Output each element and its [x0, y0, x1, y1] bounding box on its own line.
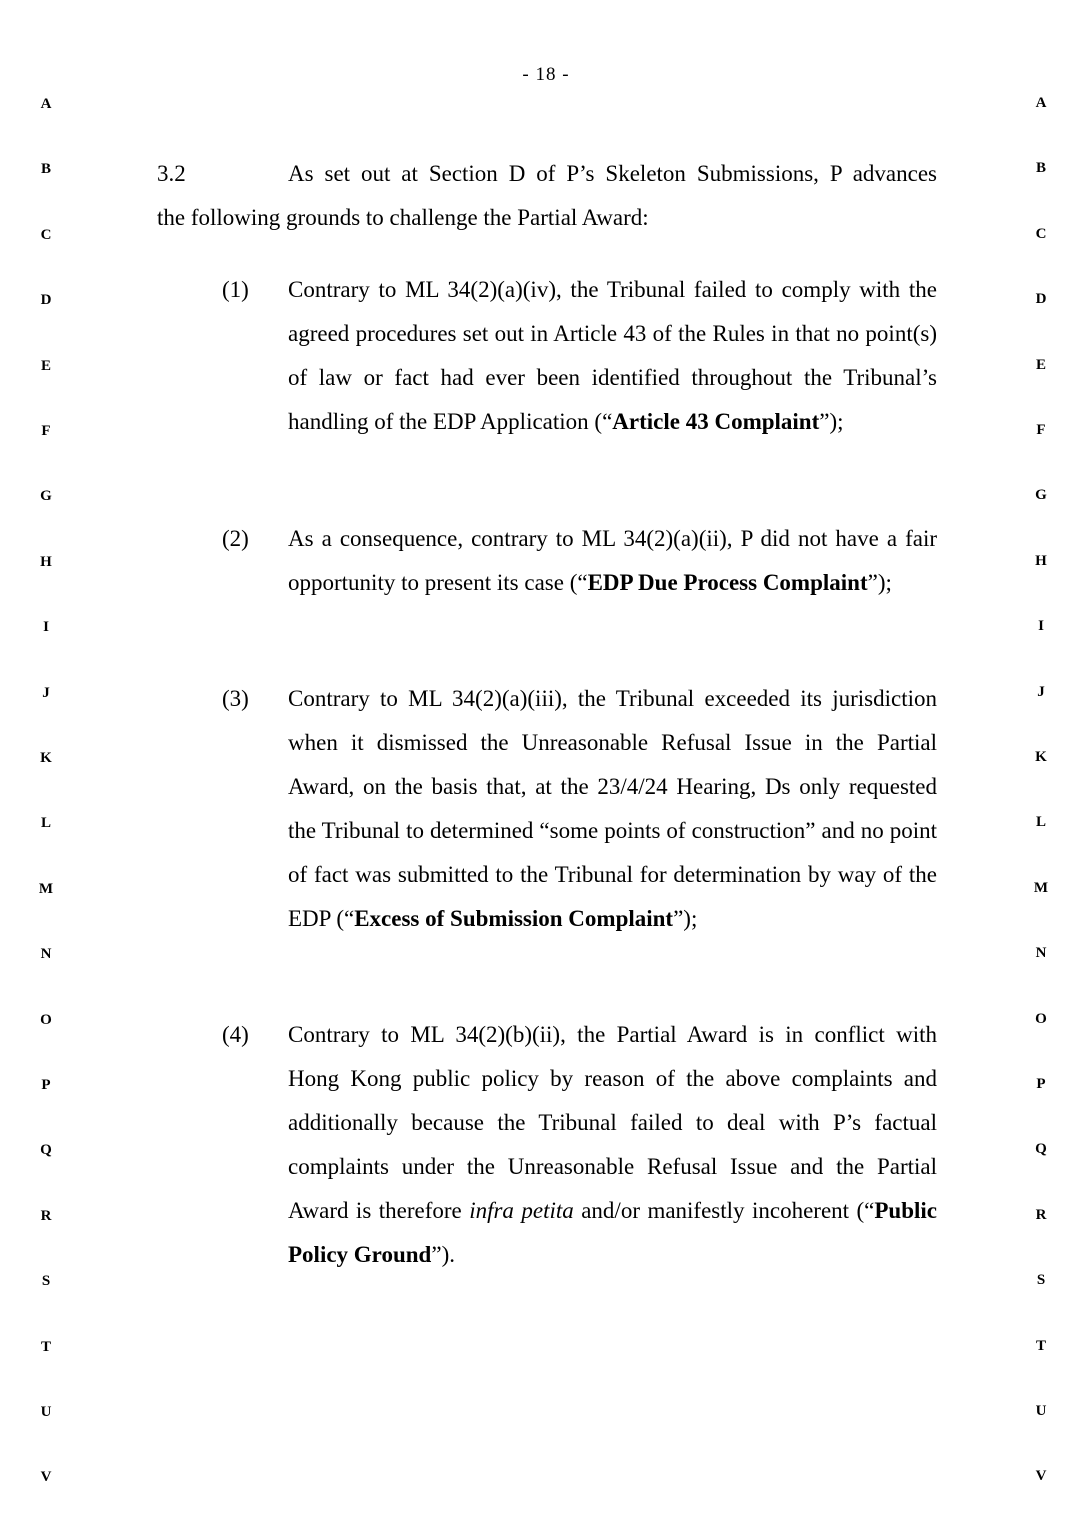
- margin-letter-left: R: [40, 1207, 52, 1224]
- margin-letter-right: H: [1035, 552, 1047, 569]
- margin-letter-right: O: [1035, 1010, 1047, 1027]
- margin-letter-left: S: [41, 1273, 51, 1290]
- margin-letter-right: L: [1035, 814, 1046, 831]
- margin-letter-right: A: [1035, 95, 1047, 111]
- margin-letter-left: N: [40, 946, 52, 963]
- margin-letter-left: P: [41, 1077, 51, 1093]
- margin-letter-right: B: [1035, 160, 1046, 177]
- margin-letter-left: T: [40, 1338, 51, 1355]
- margin-letter-right: J: [1037, 683, 1045, 700]
- ground-number: (1): [222, 277, 249, 302]
- margin-letter-right: P: [1036, 1076, 1046, 1092]
- ground-text: Contrary to ML 34(2)(a)(iv), the Tribunal failed to comply with the agreed procedures set out in Article 43 of the Rules in that no point(s) of law or fact had ever been identified throughout the Tribunal’s handling of the EDP Application (“Article 43 Complaint”);: [288, 277, 937, 434]
- margin-letter-right: R: [1035, 1206, 1047, 1223]
- defined-term: EDP Due Process Complaint: [587, 570, 868, 595]
- latin-term: infra petita: [469, 1198, 574, 1223]
- margin-letter-left: U: [40, 1404, 52, 1420]
- defined-term: Excess of Submission Complaint: [354, 906, 674, 931]
- margin-letter-left: G: [40, 488, 52, 505]
- margin-letter-left: A: [40, 96, 52, 112]
- paragraph-number: 3.2: [157, 161, 186, 186]
- paragraph-line-1: As set out at Section D of P’s Skeleton Submissions, P advances: [288, 161, 937, 186]
- defined-term: Public Policy Ground: [288, 1198, 937, 1267]
- ground-text: Contrary to ML 34(2)(a)(iii), the Tribunal exceeded its jurisdiction when it dismissed the Unreasonable Refusal Issue in the Partial Award, on the basis that, at the 23/4/24 Hearing, Ds only requested the Tribunal to determined “some points of construction” and no point of fact was submitted to the Tribunal for determination by way of the EDP (“Excess of Submission Complaint”);: [288, 686, 937, 931]
- margin-letter-right: K: [1035, 749, 1047, 765]
- ground-3: [222, 677, 937, 941]
- margin-letter-left: V: [40, 1469, 52, 1486]
- margin-letter-left: L: [40, 815, 51, 832]
- ground-number: (4): [222, 1022, 249, 1047]
- ground-text: Contrary to ML 34(2)(b)(ii), the Partial Award is in conflict with Hong Kong public policy by reason of the above complaints and additionally because the Tribunal failed to deal with P’s factual complaints under the Unreasonable Refusal Issue and the Partial Award is therefore infra petita and/or manifestly incoherent (“Public Policy Ground”).: [288, 1022, 937, 1267]
- margin-letter-left: F: [41, 423, 51, 439]
- margin-letter-right: I: [1038, 618, 1044, 635]
- margin-letter-right: V: [1035, 1468, 1047, 1485]
- margin-letter-left: C: [40, 226, 52, 243]
- margin-letter-left: Q: [40, 1142, 52, 1159]
- margin-letter-right: E: [1035, 356, 1046, 373]
- margin-letter-left: O: [40, 1011, 52, 1028]
- margin-letter-left: E: [40, 357, 51, 374]
- paragraph-line-2: the following grounds to challenge the Partial Award:: [157, 205, 649, 230]
- margin-letter-right: D: [1035, 291, 1047, 308]
- ground-text: As a consequence, contrary to ML 34(2)(a)(ii), P did not have a fair opportunity to present its case (“EDP Due Process Complaint”);: [288, 526, 937, 595]
- margin-letter-right: G: [1035, 487, 1047, 504]
- margin-letter-left: I: [43, 619, 49, 636]
- margin-letter-right: N: [1035, 945, 1047, 962]
- margin-letter-left: H: [40, 553, 52, 570]
- margin-letter-left: M: [38, 880, 54, 897]
- ground-2: [222, 517, 937, 605]
- ground-number: (2): [222, 526, 249, 551]
- margin-letter-right: M: [1033, 879, 1049, 896]
- page-number: - 18 -: [522, 64, 570, 85]
- margin-letter-right: Q: [1035, 1141, 1047, 1158]
- margin-letter-left: D: [40, 292, 52, 309]
- defined-term: Article 43 Complaint: [612, 409, 820, 434]
- margin-letter-left: K: [40, 750, 52, 766]
- margin-letter-right: S: [1036, 1272, 1046, 1289]
- ground-number: (3): [222, 686, 249, 711]
- margin-letter-right: U: [1035, 1403, 1047, 1419]
- margin-letter-right: T: [1035, 1337, 1046, 1354]
- margin-letter-right: F: [1036, 422, 1046, 438]
- margin-letter-right: C: [1035, 225, 1047, 242]
- margin-letter-left: B: [40, 161, 51, 178]
- margin-letter-left: J: [42, 684, 50, 701]
- ground-4: [222, 1013, 937, 1277]
- ground-1: [222, 268, 937, 444]
- paragraph-3-2: [157, 152, 937, 240]
